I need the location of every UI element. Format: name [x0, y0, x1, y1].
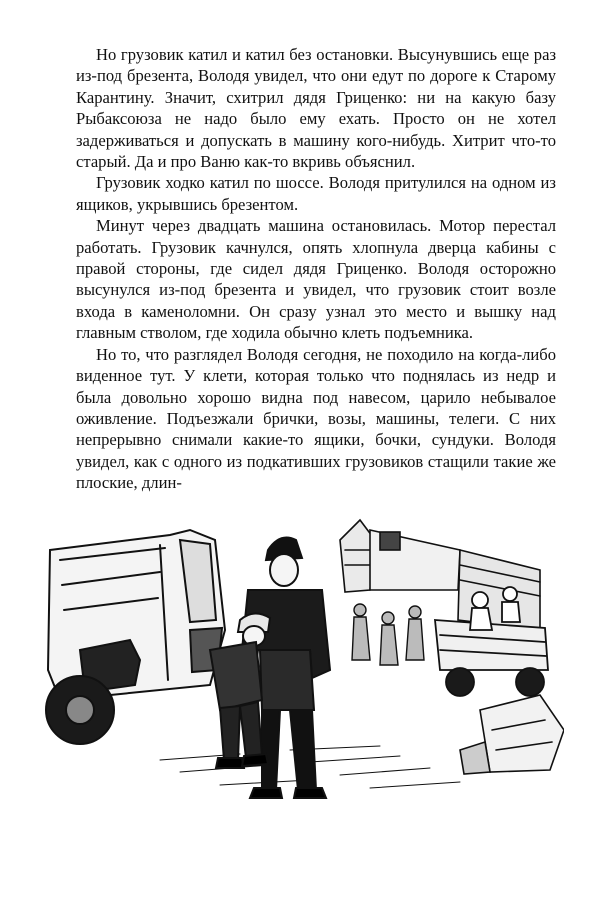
illustration	[40, 510, 564, 800]
paragraph: Но то, что разглядел Володя сегодня, не походило на когда-либо виденное тут. У клети, которая только что поднялась из недр и была довольно хорошо видна под навесом, царило небывалое оживление. Подъезжали брички, возы, машины, телеги. С них непрерывно снимали какие-то ящики, бочки, сундуки. Володя увидел, как с одного из подкативших грузовиков стащили такие же плоские, длин-	[76, 344, 556, 493]
rocks	[460, 695, 564, 774]
paragraph: Грузовик ходко катил по шоссе. Володя притулился на одном из ящиков, укрывшись брезентом.	[76, 173, 556, 214]
illustration-drawing	[40, 510, 564, 800]
crowd	[352, 604, 424, 665]
truck-left	[46, 530, 225, 744]
paragraph: Минут через двадцать машина остановилась. Мотор перестал работать. Грузовик качнулся, опять хлопнула дверца кабины с правой стороны, где сидел дядя Гриценко. Володя осторожно высунулся из-под брезента и увидел, что грузовик стоит возле входа в каменоломни. Он сразу узнал это место и вышку над главным стволом, где ходила обычно клеть подъемника.	[76, 216, 556, 343]
body-text	[76, 44, 556, 494]
paragraph: Но грузовик катил и катил без остановки. Высунувшись еще раз из-под брезента, Володя увидел, что они едут по дороге к Старому Карантину. Значит, схитрил дядя Гриценко: ни на какую базу Рыбаксоюза не надо было ему ехать. Просто он не хотел задерживаться и допускать в машину кого-нибудь. Хитрит что-то старый. Да и про Ваню как-то вкривь объяснил.	[76, 45, 556, 172]
